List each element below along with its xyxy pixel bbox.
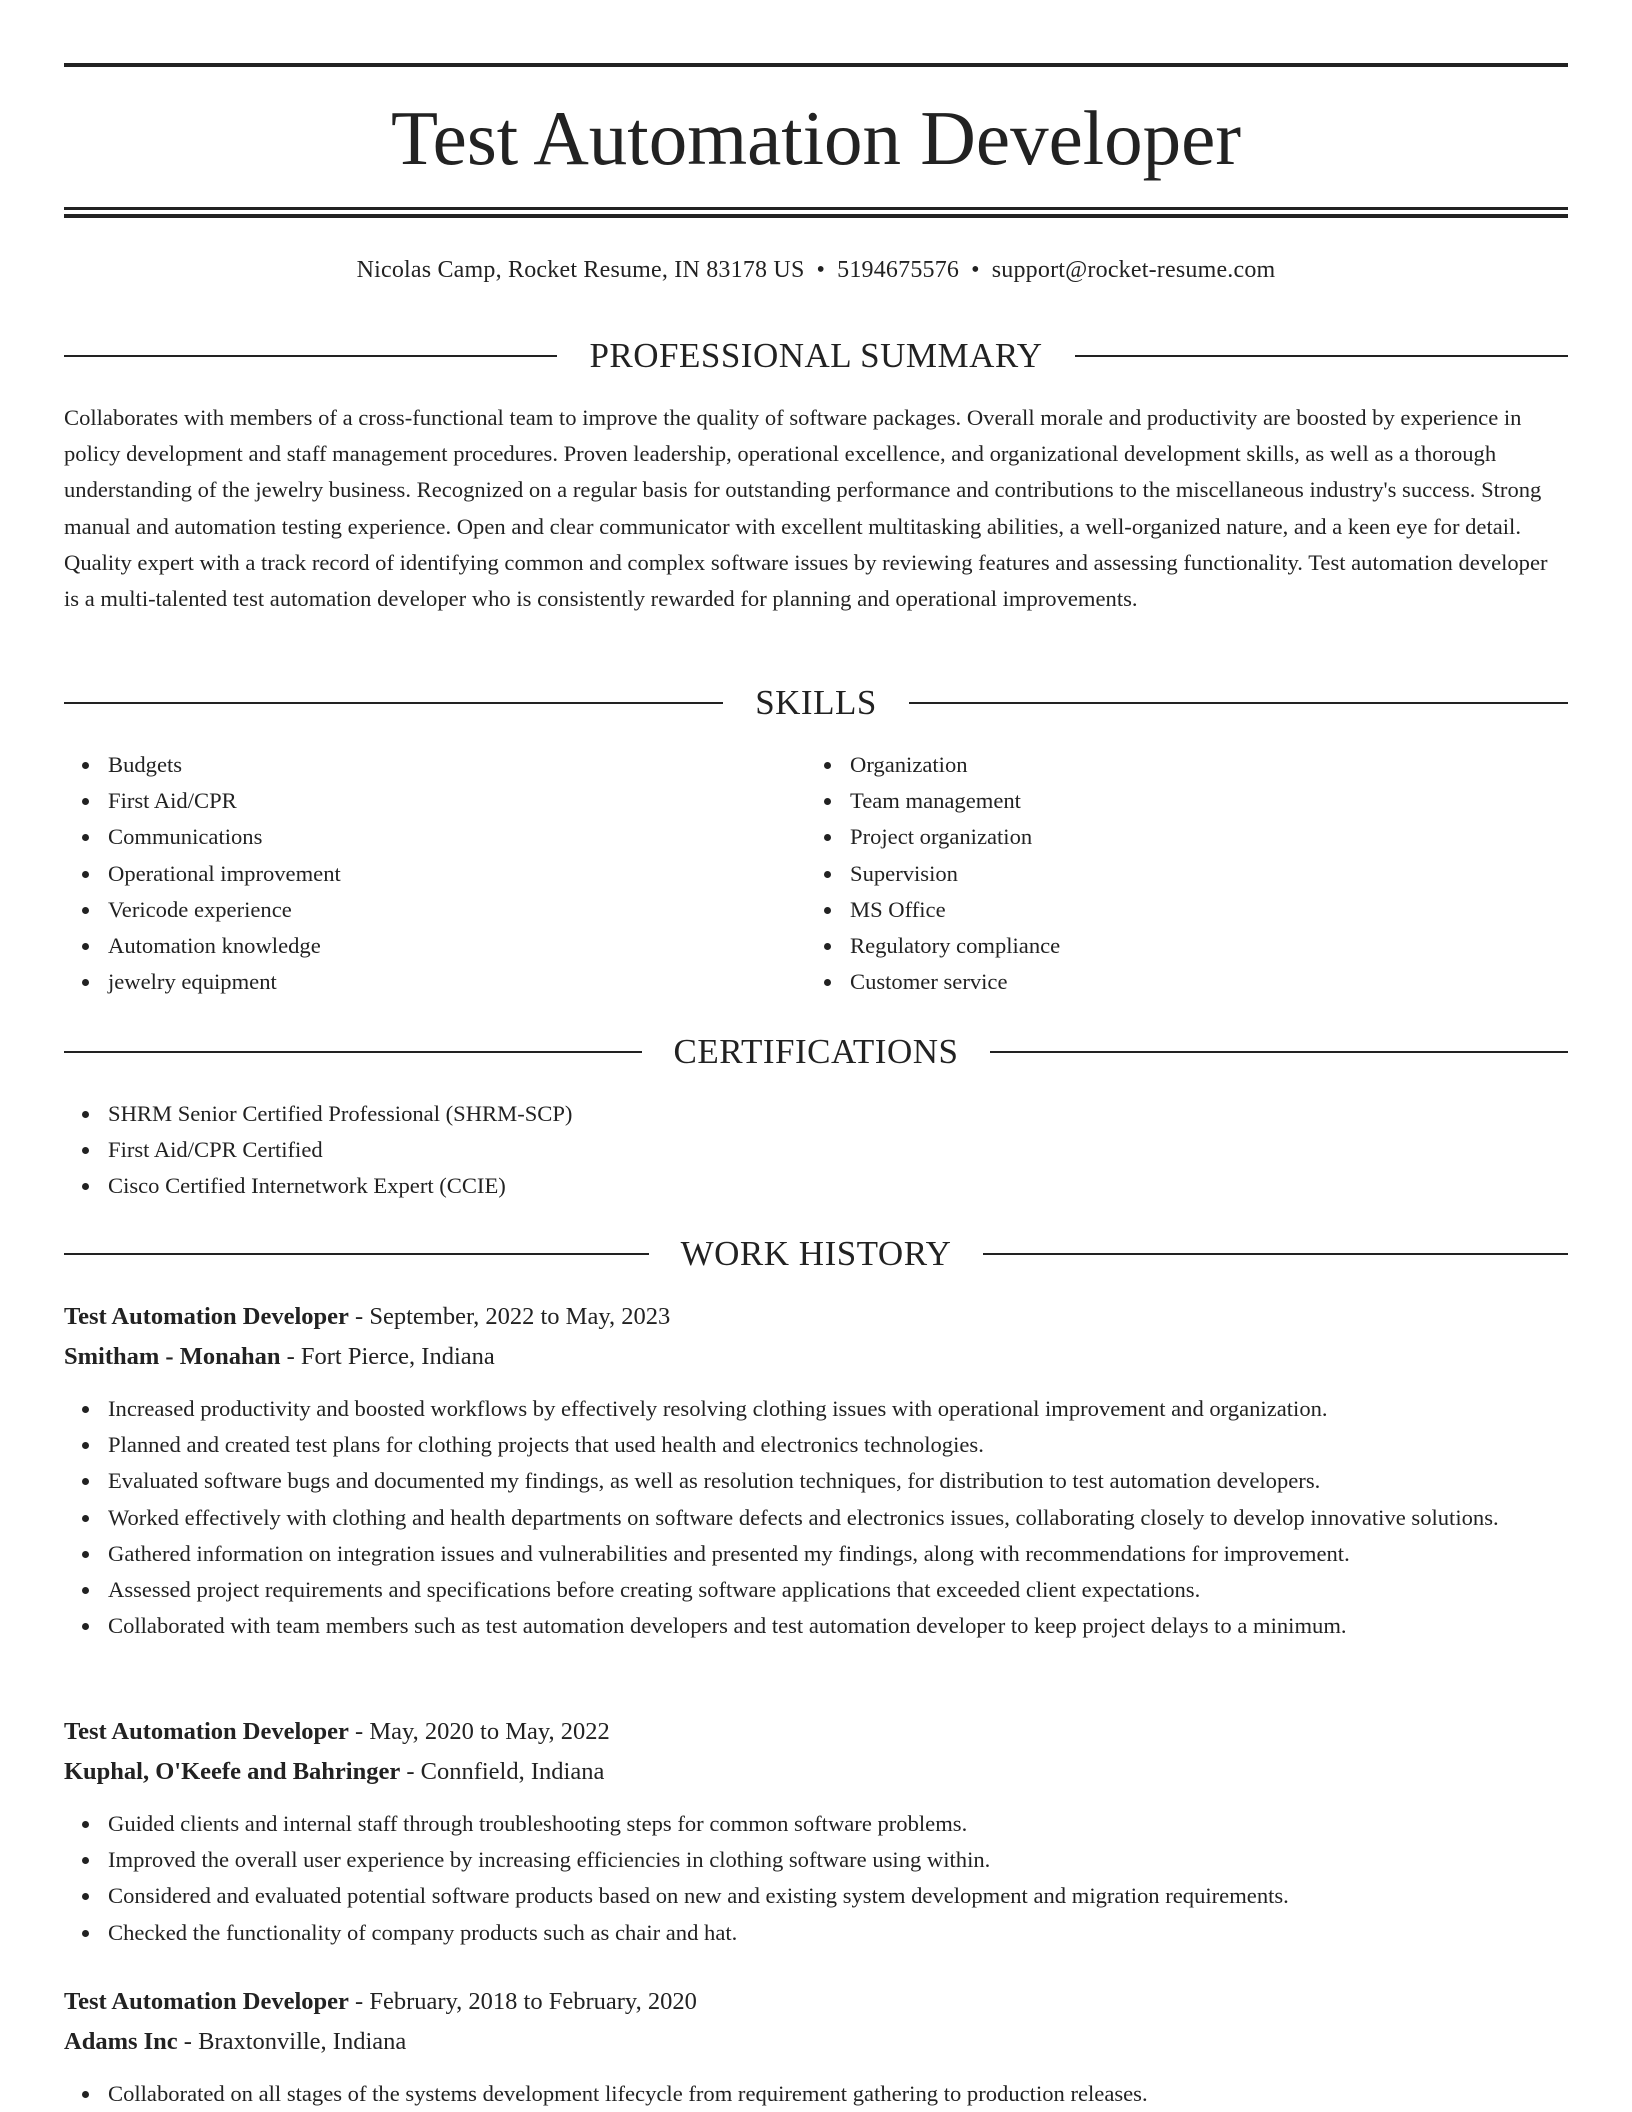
list-item: Regulatory compliance bbox=[850, 928, 1548, 964]
list-item: Customer service bbox=[850, 964, 1548, 1000]
work-history-heading-label: WORK HISTORY bbox=[680, 1234, 952, 1273]
work-history-heading bbox=[64, 1234, 1568, 1274]
skills-grid bbox=[64, 747, 1568, 1000]
job-title-line bbox=[64, 1982, 1568, 2022]
list-item: Evaluated software bugs and documented my findings, as well as resolution techniques, for distribution to test automation developers. bbox=[108, 1463, 1568, 1499]
job-bullet-list bbox=[64, 1806, 1568, 1951]
list-item: Organization bbox=[850, 747, 1548, 783]
job-company-line bbox=[64, 1337, 1568, 1377]
list-item: Supervision bbox=[850, 856, 1548, 892]
list-item: jewelry equipment bbox=[108, 964, 806, 1000]
job-title: Test Automation Developer bbox=[64, 1303, 349, 1330]
job-company-line bbox=[64, 1752, 1568, 1792]
job-entry bbox=[64, 1297, 1568, 1377]
job-dates: - February, 2018 to February, 2020 bbox=[348, 1988, 697, 2015]
job-entry bbox=[64, 1712, 1568, 1792]
title-double-rule bbox=[64, 207, 1568, 218]
job-location: - Connfield, Indiana bbox=[400, 1758, 605, 1785]
list-item: Project organization bbox=[850, 819, 1548, 855]
list-item: Team management bbox=[850, 783, 1548, 819]
list-item: Vericode experience bbox=[108, 892, 806, 928]
certifications-list bbox=[64, 1096, 1568, 1205]
summary-heading bbox=[64, 336, 1568, 376]
summary-heading-label: PROFESSIONAL SUMMARY bbox=[589, 336, 1043, 375]
job-bullets-block bbox=[64, 2076, 1568, 2112]
list-item: Increased productivity and boosted workflows by effectively resolving clothing issues with operational improvement and organization. bbox=[108, 1391, 1568, 1427]
contact-separator: • bbox=[971, 257, 980, 283]
list-item: Improved the overall user experience by increasing efficiencies in clothing software using within. bbox=[108, 1842, 1568, 1878]
list-item: Checked the functionality of company products such as chair and hat. bbox=[108, 1915, 1568, 1951]
heading-rule-right bbox=[983, 1253, 1568, 1255]
list-item: Guided clients and internal staff through troubleshooting steps for common software problems. bbox=[108, 1806, 1568, 1842]
contact-email: support@rocket-resume.com bbox=[991, 257, 1276, 283]
list-item: Collaborated with team members such as test automation developers and test automation developer to keep project delays to a minimum. bbox=[108, 1608, 1568, 1644]
contact-phone: 5194675576 bbox=[837, 257, 960, 283]
job-title: Test Automation Developer bbox=[64, 1718, 349, 1745]
job-title: Test Automation Developer bbox=[64, 1988, 349, 2015]
job-title-line bbox=[64, 1712, 1568, 1752]
job-location: - Fort Pierce, Indiana bbox=[280, 1343, 495, 1370]
list-item: Collaborated on all stages of the systems development lifecycle from requirement gathering to production releases. bbox=[108, 2076, 1568, 2112]
skills-list-left bbox=[64, 747, 806, 1000]
job-location: - Braxtonville, Indiana bbox=[177, 2028, 407, 2055]
job-bullet-list bbox=[64, 1391, 1568, 1644]
certifications-heading-label: CERTIFICATIONS bbox=[673, 1032, 959, 1071]
job-company: Kuphal, O'Keefe and Bahringer bbox=[64, 1758, 401, 1785]
list-item: MS Office bbox=[850, 892, 1548, 928]
heading-rule-left bbox=[64, 1253, 649, 1255]
list-item: First Aid/CPR bbox=[108, 783, 806, 819]
list-item: First Aid/CPR Certified bbox=[108, 1132, 1568, 1168]
job-dates: - September, 2022 to May, 2023 bbox=[348, 1303, 671, 1330]
heading-rule-right bbox=[1075, 355, 1568, 357]
heading-rule-right bbox=[990, 1051, 1568, 1053]
job-bullets-block bbox=[64, 1806, 1568, 1951]
list-item: Budgets bbox=[108, 747, 806, 783]
list-item: SHRM Senior Certified Professional (SHRM-SCP) bbox=[108, 1096, 1568, 1132]
list-item: Gathered information on integration issues and vulnerabilities and presented my findings, along with recommendations for improvement. bbox=[108, 1536, 1568, 1572]
contact-line bbox=[64, 255, 1568, 285]
skills-column-right bbox=[806, 747, 1548, 1000]
list-item: Operational improvement bbox=[108, 856, 806, 892]
heading-rule-right bbox=[909, 702, 1568, 704]
job-title-line bbox=[64, 1297, 1568, 1337]
list-item: Planned and created test plans for clothing projects that used health and electronics technologies. bbox=[108, 1427, 1568, 1463]
job-bullet-list bbox=[64, 2076, 1568, 2112]
job-entry bbox=[64, 1982, 1568, 2062]
job-dates: - May, 2020 to May, 2022 bbox=[348, 1718, 610, 1745]
certifications-block bbox=[64, 1096, 1568, 1205]
contact-separator: • bbox=[816, 257, 826, 283]
list-item: Cisco Certified Internetwork Expert (CCIE) bbox=[108, 1168, 1568, 1204]
skills-heading bbox=[64, 683, 1568, 723]
job-company: Smitham - Monahan bbox=[64, 1343, 281, 1370]
resume-title: Test Automation Developer bbox=[391, 95, 1241, 181]
skills-list-right bbox=[806, 747, 1548, 1000]
top-rule bbox=[64, 63, 1568, 67]
job-company: Adams Inc bbox=[64, 2028, 178, 2055]
summary-text: Collaborates with members of a cross-functional team to improve the quality of software packages. Overall morale and productivity are boosted by experience in policy development and staff management procedures. Proven leadership, operational excellence, and organizational development skills, as well as a thorough understanding of the jewelry business. Recognized on a regular basis for outstanding performance and contributions to the miscellaneous industry's success. Strong manual and automation testing experience. Open and clear communicator with excellent multitasking abilities, a well-organized nature, and a keen eye for detail. Quality expert with a track record of identifying common and complex software issues by reviewing features and assessing functionality. Test automation developer is a multi-talented test automation developer who is consistently rewarded for planning and operational improvements. bbox=[64, 405, 1548, 612]
heading-rule-left bbox=[64, 1051, 642, 1053]
job-company-line bbox=[64, 2022, 1568, 2062]
skills-heading-label: SKILLS bbox=[755, 683, 877, 722]
list-item: Communications bbox=[108, 819, 806, 855]
list-item: Automation knowledge bbox=[108, 928, 806, 964]
list-item: Worked effectively with clothing and health departments on software defects and electronics issues, collaborating closely to develop innovative solutions. bbox=[108, 1500, 1568, 1536]
job-bullets-block bbox=[64, 1391, 1568, 1644]
skills-column-left bbox=[64, 747, 806, 1000]
list-item: Considered and evaluated potential software products based on new and existing system development and migration requirements. bbox=[108, 1878, 1568, 1914]
heading-rule-left bbox=[64, 702, 723, 704]
certifications-heading bbox=[64, 1032, 1568, 1072]
heading-rule-left bbox=[64, 355, 557, 357]
contact-address: Nicolas Camp, Rocket Resume, IN 83178 US bbox=[356, 257, 805, 283]
list-item: Assessed project requirements and specifications before creating software applications that exceeded client expectations. bbox=[108, 1572, 1568, 1608]
